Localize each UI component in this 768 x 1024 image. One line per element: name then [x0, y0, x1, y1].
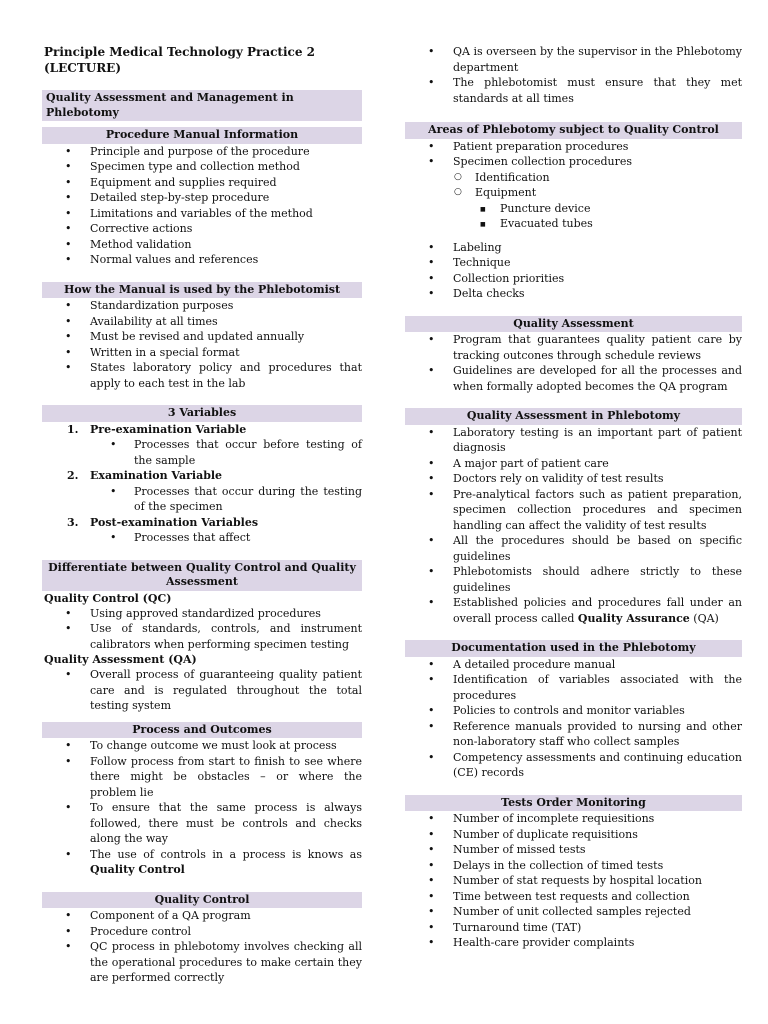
list-item: • Delays in the collection of timed tests — [405, 858, 742, 874]
sub-list-item: ○ Equipment — [405, 185, 742, 201]
bullet-list — [42, 298, 362, 391]
list-item: • Health-care provider complaints — [405, 935, 742, 951]
list-item: • Number of stat requests by hospital location — [405, 873, 742, 889]
sub-sub-list-item: ■ Evacuated tubes — [405, 216, 742, 232]
list-item: • To ensure that the same process is always followed, there must be controls and checks along the way — [42, 800, 362, 847]
list-item: • Number of unit collected samples rejected — [405, 904, 742, 920]
list-item: • Standardization purposes — [42, 298, 362, 314]
list-item: • Processes that affect — [42, 530, 362, 546]
qc-subheading: Quality Control (QC) — [44, 591, 172, 605]
list-item: • Must be revised and updated annually — [42, 329, 362, 345]
list-item: • Laboratory testing is an important part of patient diagnosis — [405, 425, 742, 456]
list-item: • Equipment and supplies required — [42, 175, 362, 191]
section-heading: Quality Assessment — [405, 316, 742, 333]
qa-phlebotomy-section — [405, 408, 742, 626]
list-item: • Labeling — [405, 240, 742, 256]
list-item: • States laboratory policy and procedures that apply to each test in the lab — [42, 360, 362, 391]
list-item: • Corrective actions — [42, 221, 362, 237]
list-item: • Availability at all times — [42, 314, 362, 330]
section-heading: Quality Control — [42, 892, 362, 909]
list-item: • QC process in phlebotomy involves checking all the operational procedures to make certain they are performed correctly — [42, 939, 362, 986]
section-heading: How the Manual is used by the Phlebotomist — [42, 282, 362, 299]
documentation-section — [405, 640, 742, 781]
bullet-list — [42, 738, 362, 878]
list-item: • Limitations and variables of the method — [42, 206, 362, 222]
tests-order-section — [405, 795, 742, 951]
list-item: • Guidelines are developed for all the processes and when formally adopted becomes the QA program — [405, 363, 742, 394]
list-item: • Normal values and references — [42, 252, 362, 268]
list-item: • Time between test requests and collection — [405, 889, 742, 905]
item-text: Established policies and procedures fall under an overall process called — [453, 596, 742, 625]
list-item: • Specimen collection procedures — [405, 154, 742, 170]
list-item: • Doctors rely on validity of test results — [405, 471, 742, 487]
list-item: • Collection priorities — [405, 271, 742, 287]
list-item: • A detailed procedure manual — [405, 657, 742, 673]
section-heading: Quality Assessment in Phlebotomy — [405, 408, 742, 425]
numbered-item — [42, 515, 362, 531]
section-heading: Procedure Manual Information — [42, 127, 362, 144]
bullet-list — [42, 606, 362, 653]
list-item: • Principle and purpose of the procedure — [42, 144, 362, 160]
section-heading: Areas of Phlebotomy subject to Quality Control — [405, 122, 742, 139]
list-item: • Patient preparation procedures — [405, 139, 742, 155]
bullet-list — [42, 908, 362, 986]
list-item: • Program that guarantees quality patient care by tracking outcones through schedule reviews — [405, 332, 742, 363]
list-item: • To change outcome we must look at process — [42, 738, 362, 754]
list-item: • Processes that occur during the testing of the specimen — [42, 484, 362, 515]
list-item: • Policies to controls and monitor variables — [405, 703, 742, 719]
list-item: • Method validation — [42, 237, 362, 253]
item-tail: (QA) — [693, 611, 719, 625]
list-item: • Delta checks — [405, 286, 742, 302]
section-heading: Process and Outcomes — [42, 722, 362, 739]
sub-list-item: ○ Identification — [405, 170, 742, 186]
list-item: • Written in a special format — [42, 345, 362, 361]
list-item: • Follow process from start to finish to see where there might be obstacles – or where the problem lie — [42, 754, 362, 801]
section-heading: Differentiate between Quality Control and Quality Assessment — [42, 560, 362, 591]
section-heading: 3 Variables — [42, 405, 362, 422]
main-header: Quality Assessment and Management in Phlebotomy — [42, 90, 362, 121]
list-item: • Component of a QA program — [42, 908, 362, 924]
numbered-item — [42, 422, 362, 438]
item-label: Post-examination Variables — [90, 515, 259, 529]
item-label: Pre-examination Variable — [90, 422, 247, 436]
list-item: • A major part of patient care — [405, 456, 742, 472]
left-column — [42, 44, 362, 1000]
list-item: • Number of duplicate requisitions — [405, 827, 742, 843]
item-label: Examination Variable — [90, 469, 223, 482]
procedure-manual-section — [42, 127, 362, 268]
variables-section — [42, 405, 362, 546]
list-item: • Use of standards, controls, and instrument calibrators when performing specimen testing — [42, 621, 362, 652]
bold-term: Quality Control — [90, 863, 185, 876]
item-number: 3. — [67, 515, 79, 529]
bullet-list — [405, 332, 742, 394]
list-item: • Technique — [405, 255, 742, 271]
right-column — [405, 44, 742, 965]
bullet-list — [405, 811, 742, 951]
bullet-list — [42, 667, 362, 714]
quality-control-section — [42, 892, 362, 986]
list-item — [42, 847, 362, 878]
bullet-list — [405, 139, 742, 302]
manual-use-section — [42, 282, 362, 392]
bullet-list — [405, 425, 742, 627]
list-item: • Number of missed tests — [405, 842, 742, 858]
qa-continued-section — [405, 44, 742, 106]
sub-sub-list-item: ■ Puncture device — [405, 201, 742, 217]
section-heading: Documentation used in the Phlebotomy — [405, 640, 742, 657]
numbered-item — [42, 468, 362, 484]
list-item: • Overall process of guaranteeing quality patient care and is regulated throughout the total testing system — [42, 667, 362, 714]
areas-section — [405, 122, 742, 302]
list-item: • Procedure control — [42, 924, 362, 940]
list-item: • The phlebotomist must ensure that they met standards at all times — [405, 75, 742, 106]
item-text: The use of controls in a process is knows as — [90, 847, 362, 861]
list-item: • Using approved standardized procedures — [42, 606, 362, 622]
process-outcomes-section — [42, 722, 362, 878]
section-heading: Tests Order Monitoring — [405, 795, 742, 812]
item-number: 1. — [67, 422, 79, 436]
list-item: • Identification of variables associated with the procedures — [405, 672, 742, 703]
list-item: • Number of incomplete requiesitions — [405, 811, 742, 827]
document-title: Principle Medical Technology Practice 2 (LECTURE) — [44, 45, 315, 75]
item-number: 2. — [67, 469, 79, 482]
bullet-list — [405, 657, 742, 781]
bullet-list — [405, 44, 742, 106]
list-item: • Phlebotomists should adhere strictly to these guidelines — [405, 564, 742, 595]
list-item: • Reference manuals provided to nursing and other non-laboratory staff who collect samples — [405, 719, 742, 750]
list-item: • Competency assessments and continuing education (CE) records — [405, 750, 742, 781]
list-item — [405, 595, 742, 626]
bold-term: Quality Assurance — [577, 611, 690, 625]
list-item: • Detailed step-by-step procedure — [42, 190, 362, 206]
differentiate-section — [42, 560, 362, 714]
main-header-section — [42, 90, 362, 121]
bullet-list — [42, 144, 362, 268]
list-item: • QA is overseen by the supervisor in the Phlebotomy department — [405, 44, 742, 75]
list-item: • Specimen type and collection method — [42, 159, 362, 175]
numbered-list — [42, 422, 362, 546]
quality-assessment-section — [405, 316, 742, 395]
qa-subheading: Quality Assessment (QA) — [44, 653, 197, 666]
list-item: • All the procedures should be based on specific guidelines — [405, 533, 742, 564]
list-item: • Turnaround time (TAT) — [405, 920, 742, 936]
list-item: • Processes that occur before testing of the sample — [42, 437, 362, 468]
list-item: • Pre-analytical factors such as patient preparation, specimen collection procedures and specimen handling can affect the validity of test results — [405, 487, 742, 534]
